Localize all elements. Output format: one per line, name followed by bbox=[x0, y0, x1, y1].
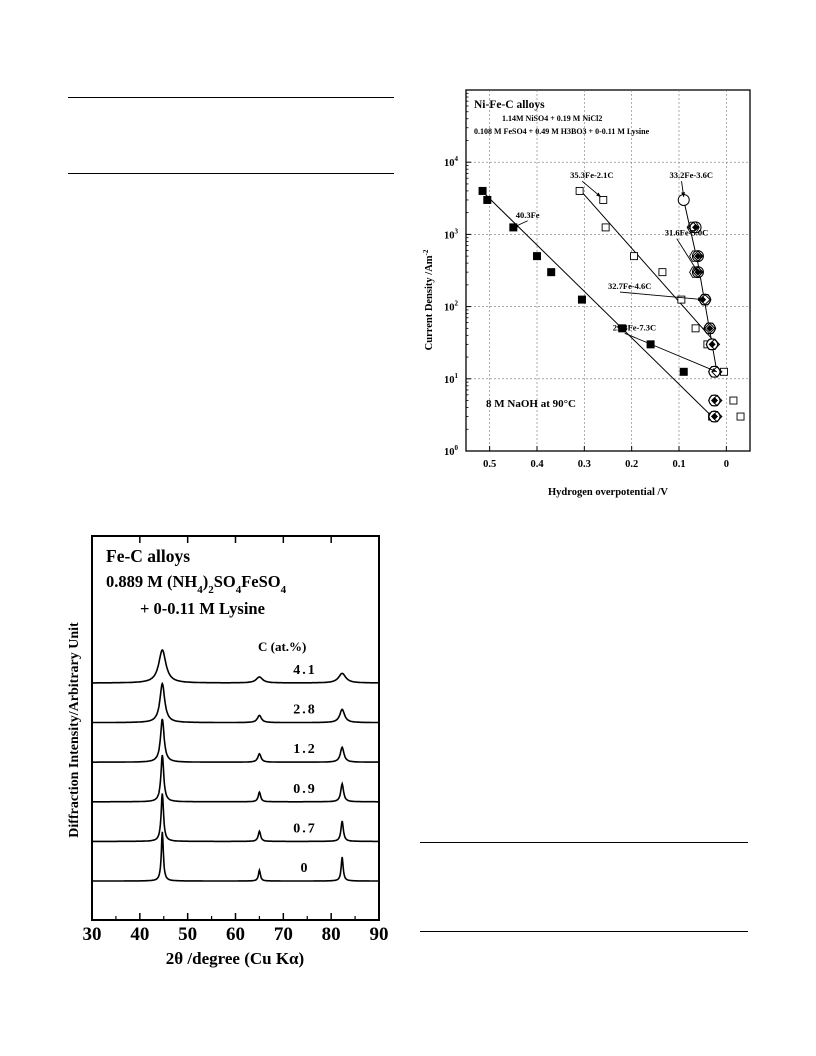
xrd-chart bbox=[67, 536, 389, 968]
data-point-open-square bbox=[602, 224, 609, 231]
polarization-condition-label: 8 M NaOH at 90°C bbox=[486, 398, 576, 410]
x-tick-label: 0.2 bbox=[625, 459, 639, 470]
y-tick-label: $10^4$ bbox=[444, 155, 458, 170]
xrd-curve bbox=[92, 650, 379, 683]
annotation-label: 32.7Fe-4.6C bbox=[608, 281, 652, 292]
xrd-subtitle-1: 0.889 M $(NH_4)_2SO_4FeSO_4$ bbox=[106, 572, 287, 596]
polarization-ticks bbox=[444, 93, 729, 470]
data-point-open-square bbox=[737, 413, 744, 420]
xrd-x-tick-label: 30 bbox=[82, 924, 102, 945]
x-tick-label: 0 bbox=[723, 459, 729, 470]
polarization-subtitle-1: 1.14M NiSO4 + 0.19 M NiCl2 bbox=[502, 114, 603, 123]
xrd-curve bbox=[92, 719, 379, 762]
data-point-filled-square bbox=[479, 187, 487, 195]
xrd-title: Fe-C alloys bbox=[106, 546, 191, 566]
xrd-curves bbox=[92, 650, 379, 881]
annotation-label: 40.3Fe bbox=[515, 209, 540, 220]
x-tick-label: 0.4 bbox=[530, 459, 544, 470]
data-point-filled-square bbox=[533, 252, 541, 260]
data-point-open-square bbox=[576, 187, 583, 194]
xrd-curve-label: 0.7 bbox=[293, 821, 317, 837]
xrd-legend-header: C (at.%) bbox=[258, 639, 307, 654]
x-tick-label: 0.3 bbox=[577, 459, 591, 470]
xrd-x-axis-label: 2θ /degree (Cu Kα) bbox=[165, 949, 305, 968]
annotation-label: 35.3Fe-2.1C bbox=[570, 170, 614, 181]
polarization-y-axis-label: Current Density $/Am^{-2}$ bbox=[422, 249, 435, 351]
polarization-subtitle-2: 0.108 M FeSO4 + 0.49 M H3BO3 + 0-0.11 M Lysine bbox=[474, 127, 650, 136]
data-point-open-square bbox=[659, 269, 666, 276]
data-point-open-square bbox=[631, 253, 638, 260]
xrd-curve-label: 2.8 bbox=[293, 702, 317, 718]
x-tick-label: 0.1 bbox=[672, 459, 686, 470]
polarization-chart bbox=[422, 90, 750, 498]
xrd-x-tick-label: 70 bbox=[273, 924, 293, 945]
annotation-label: 29.8Fe-7.3C bbox=[612, 322, 657, 333]
polarization-gridlines bbox=[466, 90, 750, 451]
polarization-data-points bbox=[479, 187, 744, 422]
y-tick-label: $10^1$ bbox=[444, 371, 458, 386]
xrd-subtitle-2: + 0-0.11 M Lysine bbox=[140, 599, 265, 618]
xrd-curve bbox=[92, 832, 379, 881]
xrd-curve-label: 0 bbox=[300, 861, 310, 876]
xrd-curve-label: 4.1 bbox=[293, 663, 317, 678]
polarization-title: Ni-Fe-C alloys bbox=[474, 99, 545, 111]
xrd-curve bbox=[92, 684, 379, 723]
data-point-open-square bbox=[730, 397, 737, 404]
xrd-x-tick-label: 60 bbox=[226, 924, 245, 945]
xrd-ticks bbox=[83, 536, 389, 945]
data-point-open-square bbox=[692, 325, 699, 332]
data-point-filled-square bbox=[547, 268, 555, 276]
data-point-filled-square bbox=[483, 196, 491, 204]
polarization-plot-frame bbox=[466, 90, 750, 451]
y-tick-label: $10^2$ bbox=[444, 299, 458, 314]
data-point-filled-square bbox=[680, 368, 688, 376]
xrd-x-tick-label: 90 bbox=[369, 924, 389, 945]
annotation-label: 31.6Fe-5.0C bbox=[664, 227, 709, 238]
xrd-curve-label: 0.9 bbox=[293, 781, 317, 797]
y-tick-label: $10^0$ bbox=[444, 444, 458, 458]
xrd-x-tick-label: 40 bbox=[130, 924, 150, 945]
annotation-arrow-line bbox=[620, 292, 703, 300]
xrd-x-tick-label: 50 bbox=[178, 924, 198, 945]
xrd-y-axis-label: Diffraction Intensity/Arbitrary Unit bbox=[67, 622, 82, 838]
annotation-arrow-line bbox=[625, 333, 717, 372]
x-tick-label: 0.5 bbox=[483, 459, 497, 470]
polarization-x-axis-label: Hydrogen overpotential /V bbox=[548, 487, 668, 498]
data-point-filled-square bbox=[578, 296, 586, 304]
annotation-label: 33.2Fe-3.6C bbox=[669, 170, 713, 181]
xrd-curve-label: 1.2 bbox=[293, 742, 317, 758]
xrd-x-tick-label: 80 bbox=[321, 924, 341, 945]
data-point-open-square bbox=[600, 196, 607, 203]
y-tick-label: $10^3$ bbox=[444, 227, 458, 242]
